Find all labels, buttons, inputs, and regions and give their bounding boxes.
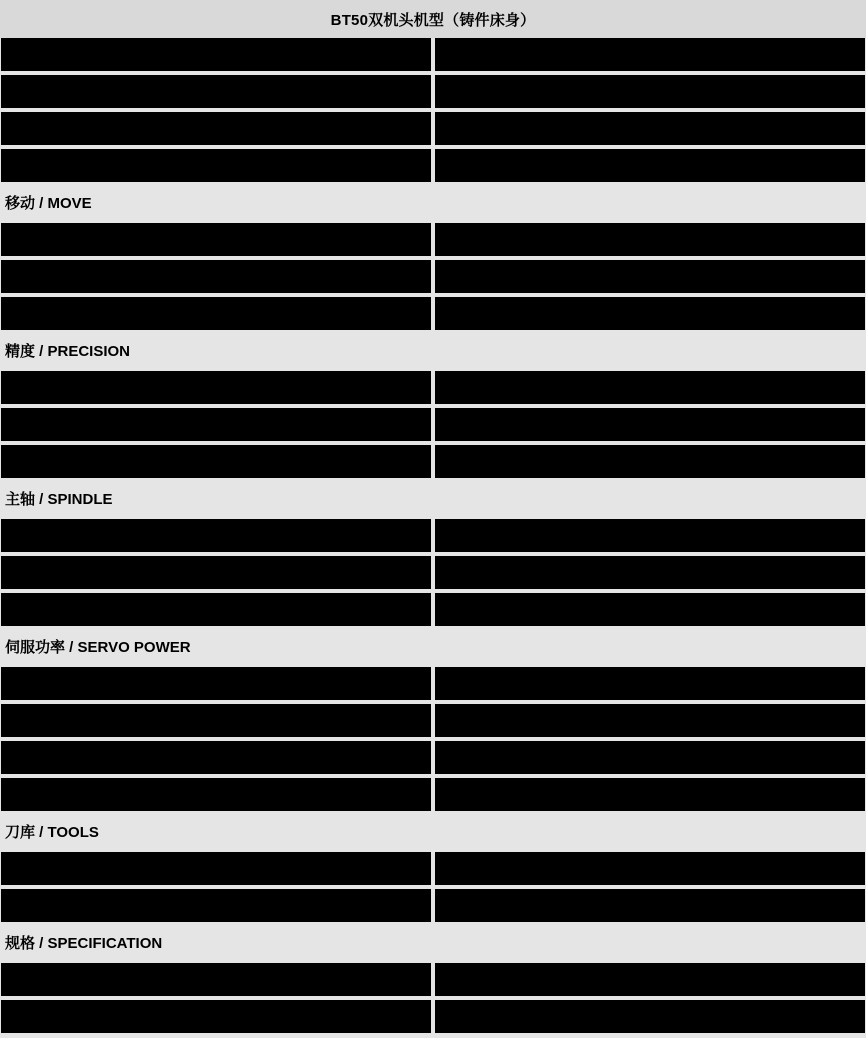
table-row (1, 852, 865, 885)
spec-cell-label-redacted (1, 741, 431, 774)
table-row (1, 371, 865, 404)
spec-cell-value-redacted (435, 38, 865, 71)
spec-cell-value-redacted (435, 371, 865, 404)
spec-cell-label-redacted (1, 593, 431, 626)
spec-cell-value-redacted (435, 741, 865, 774)
spec-cell-value-redacted (435, 704, 865, 737)
table-row (1, 1000, 865, 1033)
spec-cell-value-redacted (435, 112, 865, 145)
spec-cell-label-redacted (1, 408, 431, 441)
table-row (1, 38, 865, 71)
spec-cell-label-redacted (1, 112, 431, 145)
table-row (1, 556, 865, 589)
table-row (1, 667, 865, 700)
spec-cell-label-redacted (1, 963, 431, 996)
spec-cell-value-redacted (435, 556, 865, 589)
spec-cell-value-redacted (435, 889, 865, 922)
spec-cell-value-redacted (435, 149, 865, 182)
spec-cell-value-redacted (435, 667, 865, 700)
spec-cell-value-redacted (435, 75, 865, 108)
table-row (1, 75, 865, 108)
spec-cell-value-redacted (435, 593, 865, 626)
spec-cell-label-redacted (1, 519, 431, 552)
table-row (1, 223, 865, 256)
spec-cell-label-redacted (1, 297, 431, 330)
table-row (1, 741, 865, 774)
section-header-specification: 规格 / SPECIFICATION (1, 926, 865, 959)
section-header-move: 移动 / MOVE (1, 186, 865, 219)
spec-cell-label-redacted (1, 889, 431, 922)
table-row (1, 149, 865, 182)
table-row (1, 778, 865, 811)
section-header-spindle: 主轴 / SPINDLE (1, 482, 865, 515)
table-row (1, 112, 865, 145)
spec-cell-value-redacted (435, 408, 865, 441)
table-row (1, 889, 865, 922)
spec-cell-value-redacted (435, 519, 865, 552)
spec-cell-label-redacted (1, 445, 431, 478)
spec-cell-value-redacted (435, 1000, 865, 1033)
spec-cell-label-redacted (1, 149, 431, 182)
spec-cell-label-redacted (1, 667, 431, 700)
table-row (1, 445, 865, 478)
spec-cell-label-redacted (1, 260, 431, 293)
table-title: BT50双机头机型（铸件床身） (0, 0, 866, 38)
spec-cell-label-redacted (1, 778, 431, 811)
table-row (1, 519, 865, 552)
spec-cell-label-redacted (1, 75, 431, 108)
spec-cell-value-redacted (435, 852, 865, 885)
spec-cell-label-redacted (1, 704, 431, 737)
spec-cell-label-redacted (1, 223, 431, 256)
table-row (1, 408, 865, 441)
table-row (1, 593, 865, 626)
table-row (1, 297, 865, 330)
spec-cell-value-redacted (435, 778, 865, 811)
table-row (1, 963, 865, 996)
spec-cell-label-redacted (1, 556, 431, 589)
spec-cell-label-redacted (1, 852, 431, 885)
section-header-tools: 刀库 / TOOLS (1, 815, 865, 848)
spec-cell-value-redacted (435, 297, 865, 330)
section-header-servo-power: 伺服功率 / SERVO POWER (1, 630, 865, 663)
spec-cell-value-redacted (435, 260, 865, 293)
spec-cell-value-redacted (435, 445, 865, 478)
section-header-precision: 精度 / PRECISION (1, 334, 865, 367)
spec-cell-label-redacted (1, 38, 431, 71)
spec-cell-value-redacted (435, 963, 865, 996)
table-row (1, 260, 865, 293)
spec-cell-value-redacted (435, 223, 865, 256)
spec-cell-label-redacted (1, 1000, 431, 1033)
table-row (1, 704, 865, 737)
spec-cell-label-redacted (1, 371, 431, 404)
